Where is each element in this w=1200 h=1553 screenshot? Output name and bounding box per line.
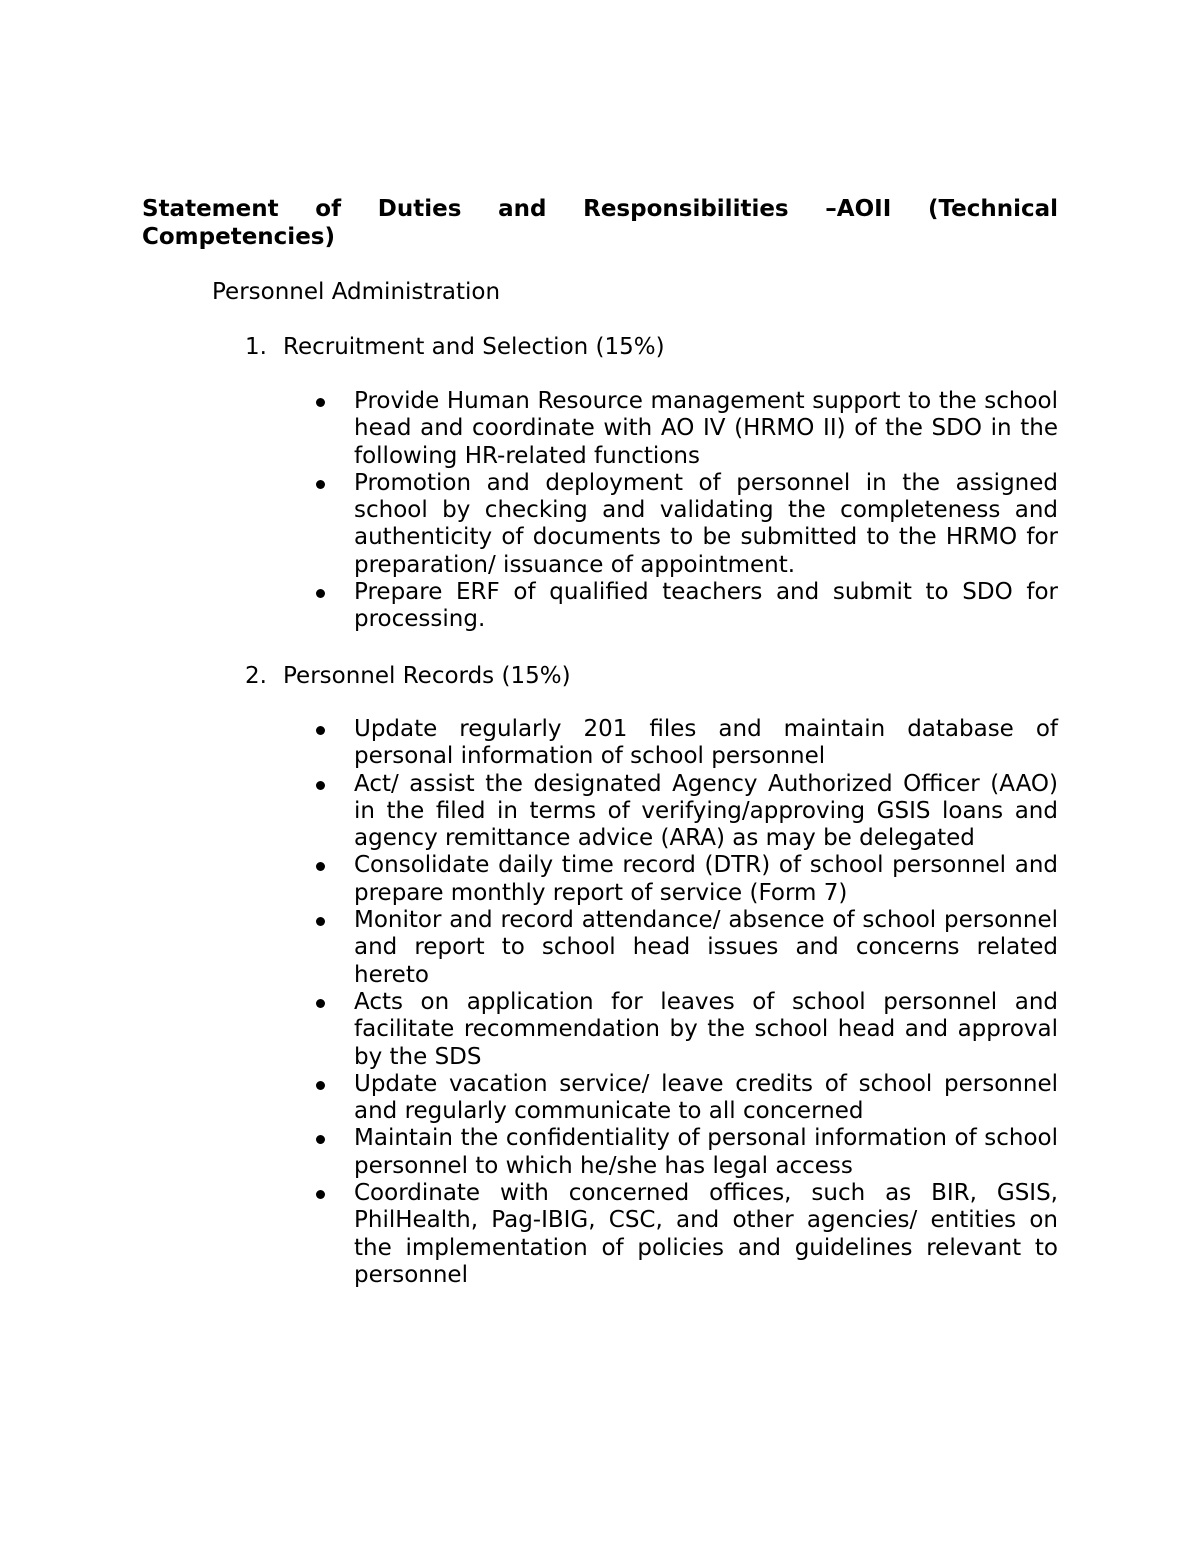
list-number: 2. bbox=[245, 663, 267, 689]
list-item bbox=[312, 470, 1058, 579]
bullet-list-recruitment bbox=[312, 388, 1058, 634]
list-item-text: Prepare ERF of qualified teachers and submit to SDO for processing. bbox=[354, 579, 1058, 633]
bullet-icon bbox=[316, 726, 325, 735]
list-item bbox=[312, 579, 1058, 634]
list-item bbox=[312, 852, 1058, 907]
numbered-heading-records bbox=[245, 662, 571, 690]
list-item bbox=[312, 989, 1058, 1071]
bullet-icon bbox=[316, 1190, 325, 1199]
document-title: Statement of Duties and Responsibilities –AOII (Technical Competencies) bbox=[142, 196, 1058, 250]
list-item-text: Maintain the confidentiality of personal information of school personnel to which he/she has legal access bbox=[354, 1125, 1058, 1179]
numbered-heading-recruitment bbox=[245, 333, 665, 361]
list-item-text: Monitor and record attendance/ absence of school personnel and report to school head issues and concerns related hereto bbox=[354, 907, 1058, 988]
bullet-icon bbox=[316, 999, 325, 1008]
list-item-text: Update regularly 201 files and maintain database of personal information of school personnel bbox=[354, 716, 1058, 770]
list-item bbox=[312, 907, 1058, 989]
list-item-text: Provide Human Resource management support to the school head and coordinate with AO IV (HRMO II) of the SDO in the following HR-related functions bbox=[354, 388, 1058, 469]
list-item bbox=[312, 1180, 1058, 1289]
bullet-list-records bbox=[312, 716, 1058, 1289]
list-item bbox=[312, 388, 1058, 470]
bullet-icon bbox=[316, 589, 325, 598]
list-item bbox=[312, 1071, 1058, 1126]
numbered-heading-text: Recruitment and Selection (15%) bbox=[283, 334, 665, 360]
list-item-text: Update vacation service/ leave credits of school personnel and regularly communicate to all concerned bbox=[354, 1070, 1058, 1125]
list-item-text: Coordinate with concerned offices, such as BIR, GSIS, PhilHealth, Pag-IBIG, CSC, and other agencies/ entities on the implementation of policies and guidelines relevant to personnel bbox=[354, 1180, 1058, 1288]
list-item-text: Promotion and deployment of personnel in the assigned school by checking and validating the completeness and authenticity of documents to be submitted to the HRMO for preparation/ issuance of appointment. bbox=[354, 469, 1058, 578]
numbered-heading-text: Personnel Records (15%) bbox=[283, 663, 571, 689]
list-item-text: Consolidate daily time record (DTR) of school personnel and prepare monthly report of service (Form 7) bbox=[354, 852, 1058, 906]
bullet-icon bbox=[316, 1135, 325, 1144]
list-number: 1. bbox=[245, 334, 267, 360]
list-item-text: Acts on application for leaves of school personnel and facilitate recommendation by the school head and approval by the SDS bbox=[354, 988, 1058, 1070]
list-item bbox=[312, 771, 1058, 853]
bullet-icon bbox=[316, 917, 325, 926]
bullet-icon bbox=[316, 480, 325, 489]
bullet-icon bbox=[316, 1081, 325, 1090]
bullet-icon bbox=[316, 781, 325, 790]
list-item bbox=[312, 716, 1058, 771]
list-item-text: Act/ assist the designated Agency Authorized Officer (AAO) in the filed in terms of verifying/approving GSIS loans and agency remittance advice (ARA) as may be delegated bbox=[354, 770, 1058, 852]
list-item bbox=[312, 1125, 1058, 1180]
bullet-icon bbox=[316, 398, 325, 407]
bullet-icon bbox=[316, 862, 325, 871]
section-heading: Personnel Administration bbox=[212, 279, 501, 305]
